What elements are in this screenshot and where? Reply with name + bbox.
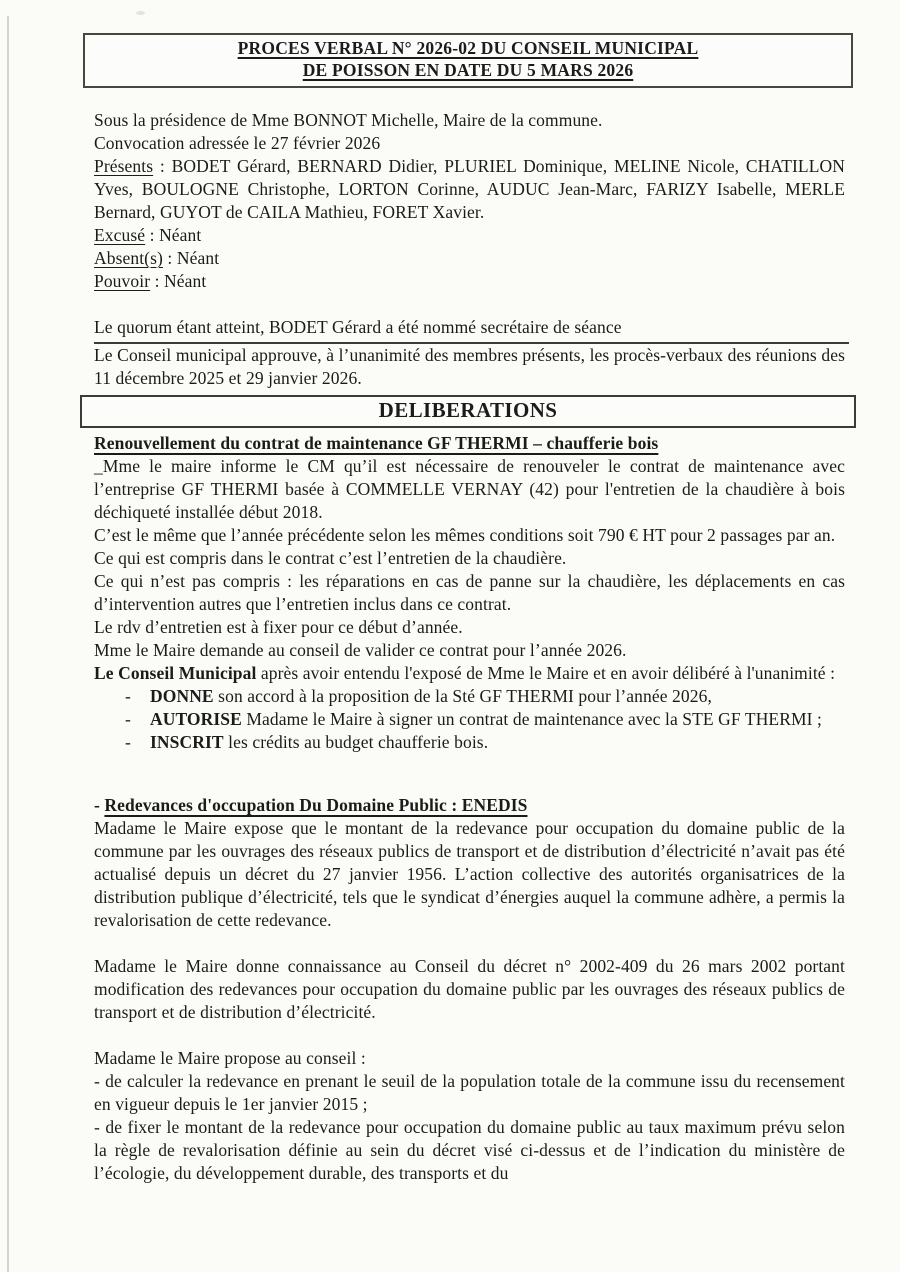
section1-paragraph-6: Mme le Maire demande au conseil de valider ce contrat pour l’année 2026. <box>94 640 627 660</box>
section2-heading-text: Redevances d'occupation Du Domaine Public : ENEDIS <box>104 795 528 815</box>
presents-line <box>94 155 845 224</box>
deliberations-banner <box>80 395 856 428</box>
resolution-item-autorise <box>94 708 845 731</box>
section2-heading <box>94 794 845 817</box>
convocation-line: Convocation adressée le 27 février 2026 <box>94 133 381 153</box>
section1-paragraph-5: Le rdv d’entretien est à fixer pour ce début d’année. <box>94 617 463 637</box>
section1-heading <box>94 432 845 455</box>
section2-paragraph-1: Madame le Maire expose que le montant de la redevance pour occupation du domaine public de la commune par les ouvrages des réseaux publics de transport et de distribution d’électricité n’avait pas été actualisé depuis un décret du 27 janvier 1956. L’action collective des autorités organisatrices de la distribution publique d’électricité, tels que le syndicat d’énergies auquel la commune adhère, a permis la revalorisation de cette redevance. <box>94 818 845 930</box>
section2-paragraph-4: - de calculer la redevance en prenant le seuil de la population totale de la commune issu du recensement en vigueur depuis le 1er janvier 2015 ; <box>94 1071 845 1114</box>
pouvoir-colon: : <box>150 271 165 291</box>
document-content <box>94 0 845 1185</box>
pouvoir-value: Néant <box>164 271 207 291</box>
presidence-line: Sous la présidence de Mme BONNOT Michelle, Maire de la commune. <box>94 110 603 130</box>
resolution-text: les crédits au budget chaufferie bois. <box>223 732 489 752</box>
dash-bullet: - <box>125 709 131 729</box>
pouvoir-line <box>94 270 845 293</box>
section1-paragraph-4: Ce qui n’est pas compris : les réparations en cas de panne sur la chaudière, les déplacements en cas d’intervention autres que l’entretien inclus dans ce contrat. <box>94 571 845 614</box>
section2-paragraph-3: Madame le Maire propose au conseil : <box>94 1048 366 1068</box>
resolution-item-donne <box>94 685 845 708</box>
presents-colon: : <box>153 156 172 176</box>
dash-bullet: - <box>125 686 131 706</box>
excuse-value: Néant <box>159 225 202 245</box>
absent-line <box>94 247 845 270</box>
presents-label: Présents <box>94 156 154 176</box>
quorum-line: Le quorum étant atteint, BODET Gérard a été nommé secrétaire de séance <box>94 316 849 344</box>
absent-colon: : <box>162 248 177 268</box>
document-title-line2: DE POISSON EN DATE DU 5 MARS 2026 <box>302 60 634 80</box>
section1-conclusion <box>94 662 845 685</box>
scan-edge-artifact <box>7 16 9 1272</box>
approbation-line: Le Conseil municipal approuve, à l’unanimité des membres présents, les procès-verbaux des réunions des 11 décembre 2025 et 29 janvier 2026. <box>94 345 845 388</box>
section1-paragraph-2: C’est le même que l’année précédente selon les mêmes conditions soit 790 € HT pour 2 passages par an. <box>94 525 836 545</box>
resolution-item-inscrit <box>94 731 845 754</box>
absent-label: Absent(s) <box>94 248 163 268</box>
section2-paragraph-5: - de fixer le montant de la redevance pour occupation du domaine public au taux maximum prévu selon la règle de revalorisation définie au sein du décret visé ci-dessus et de l’indication du ministère de l’écologie, du développement durable, des transports et du <box>94 1117 845 1183</box>
excuse-label: Excusé <box>94 225 146 245</box>
dash-bullet: - <box>125 732 131 752</box>
section1-conclusion-lead: Le Conseil Municipal <box>94 663 257 683</box>
absent-value: Néant <box>176 248 220 268</box>
excuse-line <box>94 224 845 247</box>
section1-conclusion-rest: après avoir entendu l'exposé de Mme le Maire et en avoir délibéré à l'unanimité : <box>256 663 836 683</box>
section1-paragraph-3: Ce qui est compris dans le contrat c’est l’entretien de la chaudière. <box>94 548 567 568</box>
deliberations-banner-label: DELIBERATIONS <box>378 398 558 422</box>
section2-paragraph-2: Madame le Maire donne connaissance au Conseil du décret n° 2002-409 du 26 mars 2002 portant modification des redevances pour occupation du domaine public par les ouvrages des réseaux publics de transport et de distribution d’électricité. <box>94 956 845 1022</box>
pouvoir-label: Pouvoir <box>94 271 151 291</box>
presents-names: BODET Gérard, BERNARD Didier, PLURIEL Dominique, MELINE Nicole, CHATILLON Yves, BOULOGNE Christophe, LORTON Corinne, AUDUC Jean-Marc, FARIZY Isabelle, MERLE Bernard, GUYOT de CAILA Mathieu, FORET Xavier. <box>94 156 845 222</box>
resolution-keyword: INSCRIT <box>150 732 224 752</box>
document-title-line1: PROCES VERBAL N° 2026-02 DU CONSEIL MUNICIPAL <box>237 38 699 58</box>
section1-heading-text: Renouvellement du contrat de maintenance GF THERMI – chaufferie bois <box>94 433 659 453</box>
resolution-text: son accord à la proposition de la Sté GF THERMI pour l’année 2026, <box>213 686 712 706</box>
resolution-text: Madame le Maire à signer un contrat de maintenance avec la STE GF THERMI ; <box>241 709 823 729</box>
resolution-keyword: DONNE <box>150 686 214 706</box>
section1-paragraph-1: _Mme le maire informe le CM qu’il est nécessaire de renouveler le contrat de maintenance avec l’entreprise GF THERMI basée à COMMELLE VERNAY (42) pour l'entretien de la chaudière à bois déchiqueté installée début 2018. <box>94 456 845 522</box>
title-box <box>83 33 853 88</box>
resolution-keyword: AUTORISE <box>150 709 242 729</box>
excuse-colon: : <box>145 225 160 245</box>
section2-heading-dash: - <box>94 795 105 815</box>
